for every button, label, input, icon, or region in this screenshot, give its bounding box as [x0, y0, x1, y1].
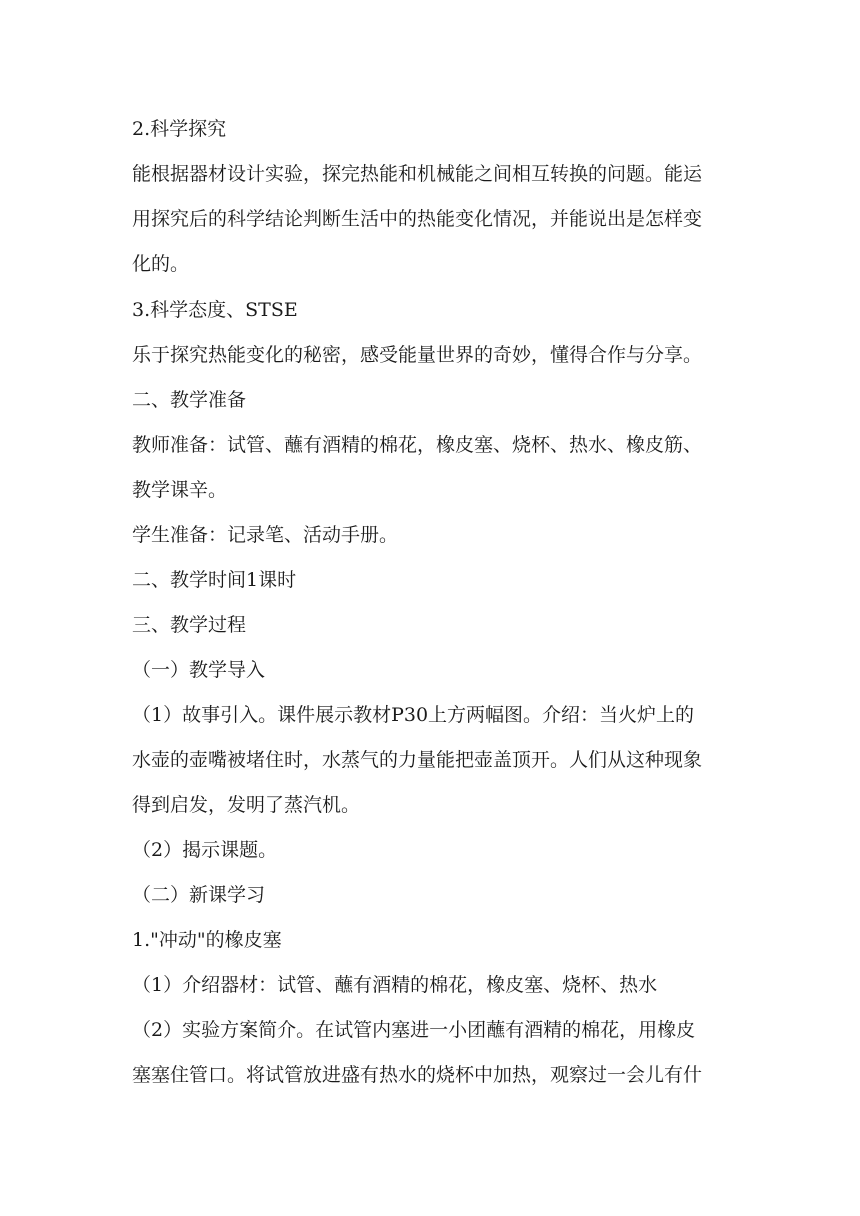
- subheading-new-lesson: （二）新课学习: [132, 884, 266, 906]
- paragraph-line: （2）揭示课题。: [132, 839, 278, 861]
- paragraph-line: 塞塞住管口。将试管放进盛有热水的烧杯中加热，观察过一会儿有什: [132, 1064, 703, 1086]
- paragraph-line: 能根据器材设计实验，探完热能和机械能之间相互转换的问题。能运: [132, 163, 703, 185]
- paragraph-line: 水壶的壶嘴被堵住时，水蒸气的力量能把壶盖顶开。人们从这种现象: [132, 749, 703, 771]
- heading-rubber-stopper: 1."冲动"的橡皮塞: [132, 929, 282, 951]
- paragraph-line: （2）实验方案简介。在试管内塞进一小团蘸有酒精的棉花，用橡皮: [132, 1019, 696, 1041]
- paragraph-line: 教师准备：试管、蘸有酒精的棉花，橡皮塞、烧杯、热水、橡皮筋、: [132, 434, 703, 456]
- heading-science-attitude: 3.科学态度、STSE: [132, 299, 298, 321]
- subheading-introduction: （一）教学导入: [132, 659, 266, 681]
- paragraph-line: 化的。: [132, 253, 190, 275]
- paragraph-line: 得到启发，发明了蒸汽机。: [132, 794, 361, 816]
- heading-science-inquiry: 2.科学探究: [132, 118, 227, 140]
- paragraph-line: 乐于探究热能变化的秘密，感受能量世界的奇妙，懂得合作与分享。: [132, 344, 703, 366]
- heading-teaching-process: 三、教学过程: [132, 614, 247, 636]
- heading-teaching-time: 二、教学时间1课时: [132, 569, 297, 591]
- paragraph-line: （1）故事引入。课件展示教材P30上方两幅图。介绍：当火炉上的: [132, 704, 695, 726]
- paragraph-line: 学生准备：记录笔、活动手册。: [132, 524, 399, 546]
- paragraph-line: （1）介绍器材：试管、蘸有酒精的棉花，橡皮塞、烧杯、热水: [132, 974, 658, 996]
- heading-teaching-preparation: 二、教学准备: [132, 389, 247, 411]
- paragraph-line: 用探究后的科学结论判断生活中的热能变化情况，并能说出是怎样变: [132, 208, 703, 230]
- paragraph-line: 教学课辛。: [132, 479, 228, 501]
